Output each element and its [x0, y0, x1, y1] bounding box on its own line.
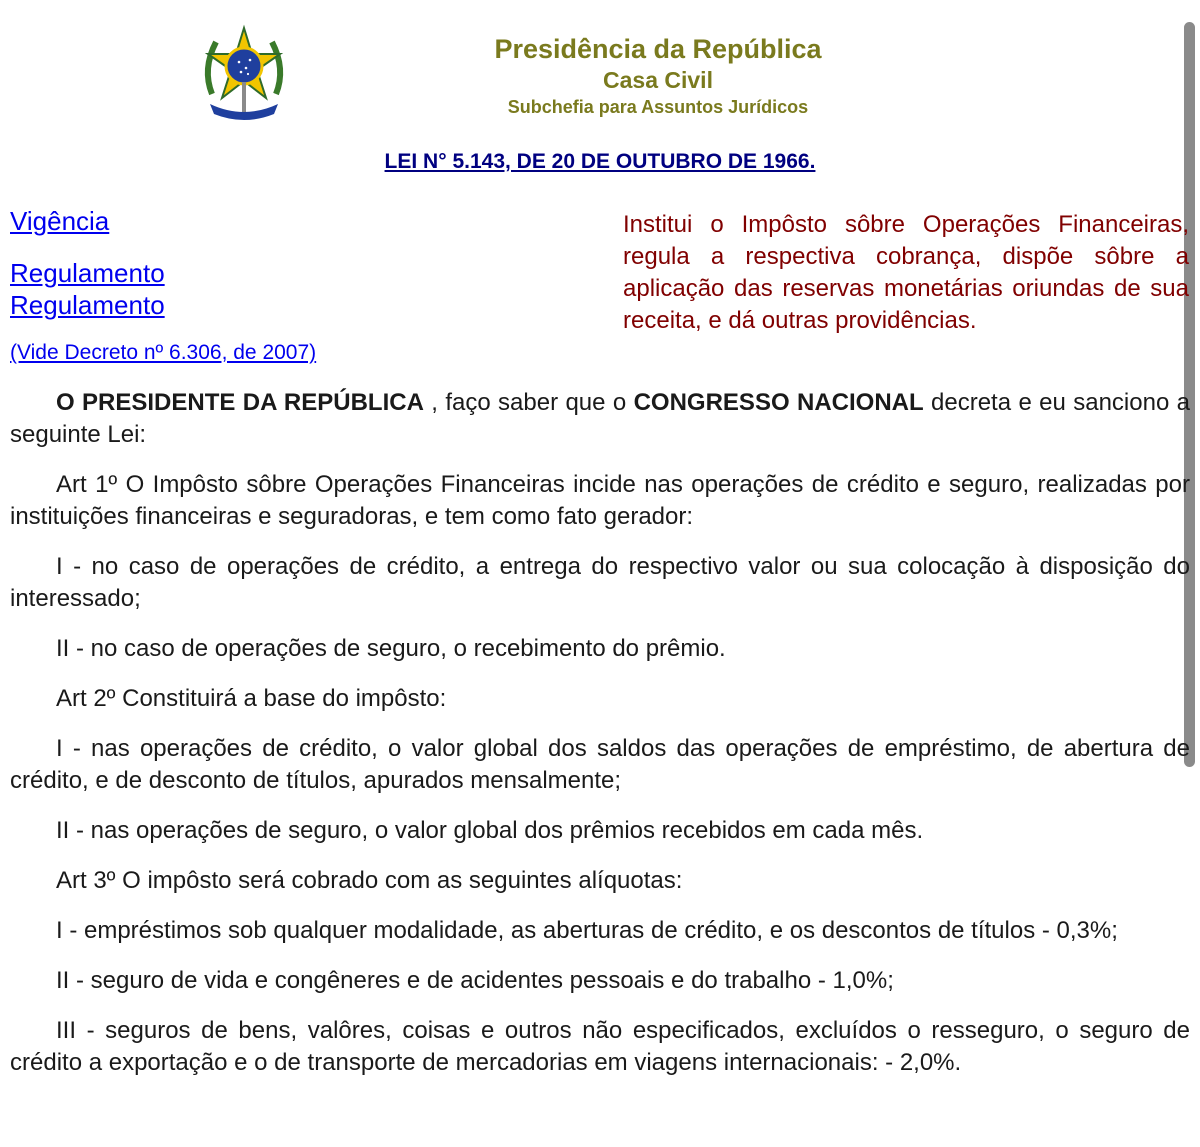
page-header [190, 22, 1190, 132]
article-paragraph: I - nas operações de crédito, o valor global dos saldos das operações de empréstimo, de abertura de crédito, e de desconto de títulos, apurados mensalmente; [10, 735, 1190, 794]
vide-decreto-link[interactable]: (Vide Decreto nº 6.306, de 2007) [10, 341, 317, 364]
article-paragraph: Art 2º Constituirá a base do impôsto: [56, 685, 447, 712]
article-paragraph: II - no caso de operações de seguro, o recebimento do prêmio. [56, 635, 726, 662]
brazil-coat-of-arms-icon [194, 24, 294, 124]
article-paragraph: I - no caso de operações de crédito, a entrega do respectivo valor ou sua colocação à disposição do interessado; [10, 553, 1190, 612]
article-paragraph: I - empréstimos sob qualquer modalidade, as aberturas de crédito, e os descontos de títulos - 0,3%; [56, 917, 1118, 944]
article-paragraph: Art 3º O impôsto será cobrado com as seguintes alíquotas: [56, 867, 683, 894]
law-title-link[interactable]: LEI N° 5.143, DE 20 DE OUTUBRO DE 1966. [384, 150, 816, 173]
preamble-president: O PRESIDENTE DA REPÚBLICA [56, 389, 424, 416]
article-paragraph: Art 1º O Impôsto sôbre Operações Financeiras incide nas operações de crédito e seguro, realizadas por instituições financeiras e seguradoras, e tem como fato gerador: [10, 471, 1190, 530]
law-body [10, 387, 1190, 1097]
article-paragraph: III - seguros de bens, valôres, coisas e outros não especificados, excluídos o resseguro, o seguro de crédito a exportação e o de transporte de mercadorias em viagens internacionais: - 2,0%. [10, 1017, 1190, 1076]
article-paragraph: II - seguro de vida e congêneres e de acidentes pessoais e do trabalho - 1,0%; [56, 967, 894, 994]
law-summary: Institui o Impôsto sôbre Operações Financeiras, regula a respectiva cobrança, dispõe sôbre a aplicação das reservas monetárias oriundas de sua receita, e dá outras providências. [623, 211, 1189, 334]
vigencia-link[interactable]: Vigência [10, 206, 110, 236]
preamble [10, 387, 1190, 451]
header-subtitle: Casa Civil [603, 67, 713, 93]
regulamento-link-2[interactable]: Regulamento [10, 290, 165, 320]
related-links [10, 205, 410, 367]
preamble-congress: CONGRESSO NACIONAL [633, 389, 924, 416]
regulamento-link-1[interactable]: Regulamento [10, 258, 165, 288]
preamble-middle: , faço saber que o [423, 389, 634, 416]
article-paragraph: II - nas operações de seguro, o valor global dos prêmios recebidos em cada mês. [56, 817, 924, 844]
law-title [0, 150, 1200, 174]
header-title: Presidência da República [494, 34, 822, 64]
preamble-end: decreta e eu sanciono a seguinte Lei: [10, 389, 1191, 448]
header-subtitle-2: Subchefia para Assuntos Jurídicos [507, 97, 809, 117]
